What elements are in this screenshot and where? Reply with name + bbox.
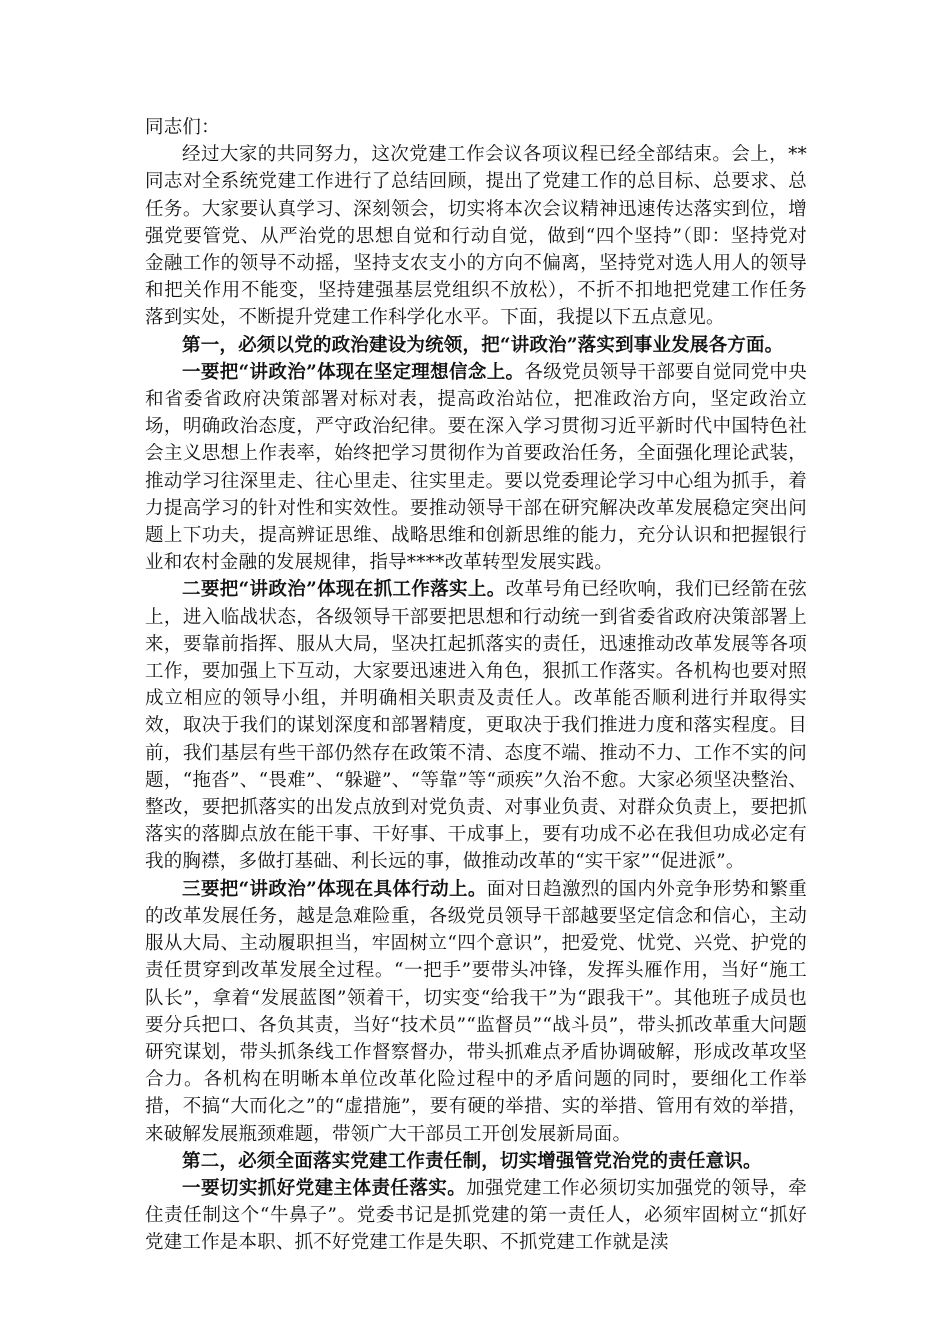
salutation: 同志们： bbox=[145, 117, 220, 138]
paragraph-3 bbox=[145, 876, 807, 1148]
paragraph-1 bbox=[145, 359, 807, 577]
section-heading-1: 第一，必须以党的政治建设为统领，把“讲政治”落实到事业发展各方面。 bbox=[182, 334, 784, 356]
section-heading-2: 第二，必须全面落实党建工作责任制，切实增强管党治党的责任意识。 bbox=[182, 1150, 762, 1172]
paragraph-3-body: 面对日趋激烈的国内外竞争形势和繁重的改革发展任务，越是急难险重，各级党员领导干部越要坚定信念和信心，主动服从大局、主动履职担当，牢固树立“四个意识”，把爱党、忧党、兴党、护党的责任贯穿到改革发展全过程。“一把手”要带头冲锋，发挥头雁作用，当好“施工队长”，拿着“发展蓝图”领着干，切实变“给我干”为“跟我干”。其他班子成员也要分兵把口、各负其责，当好“技术员”“监督员”“战斗员”，带头抓改革重大问题研究谋划，带头抓条线工作督察督办，带头抓难点矛盾协调破解，形成改革攻坚合力。各机构在明晰本单位改革化险过程中的矛盾问题的同时，要细化工作举措，不搞“大而化之”的“虚措施”，要有硬的举措、实的举措、管用有效的举措，来破解发展瓶颈难题，带领广大干部员工开创发展新局面。 bbox=[145, 878, 807, 1145]
paragraph-4-lead: 一要切实抓好党建主体责任落实。 bbox=[182, 1177, 467, 1199]
paragraph-1-lead: 一要把“讲政治”体现在坚定理想信念上。 bbox=[182, 361, 525, 383]
paragraph-2-body: 改革号角已经吹响，我们已经箭在弦上，进入临战状态，各级领导干部要把思想和行动统一到省委省政府决策部署上来，要靠前指挥、服从大局，坚决扛起抓落实的责任，迅速推动改革发展等各项工作，要加强上下互动，大家要迅速进入角色，狠抓工作落实。各机构也要对照成立相应的领导小组，并明确相关职责及责任人。改革能否顺利进行并取得实效，取决于我们的谋划深度和部署精度，更取决于我们推进力度和落实程度。目前，我们基层有些干部仍然存在政策不清、态度不端、推动不力、工作不实的问题，“拖沓”、“畏难”、“躲避”、“等靠”等“顽疾”久治不愈。大家必须坚决整治、整改，要把抓落实的出发点放到对党负责、对事业负责、对群众负责上，要把抓落实的落脚点放在能干事、干好事、干成事上，要有功成不必在我但功成必定有我的胸襟，多做打基础、利长远的事，做推动改革的“实干家”“促进派”。 bbox=[145, 579, 807, 873]
paragraph-4 bbox=[145, 1175, 807, 1257]
paragraph-2 bbox=[145, 576, 807, 875]
intro-paragraph: 经过大家的共同努力，这次党建工作会议各项议程已经全部结束。会上，**同志对全系统党建工作进行了总结回顾，提出了党建工作的总目标、总要求、总任务。大家要认真学习、深刻领会，切实将本次会议精神迅速传达落实到位，增强党要管党、从严治党的思想自觉和行动自觉，做到“四个坚持”（即：坚持党对金融工作的领导不动摇，坚持支农支小的方向不偏离，坚持党对选人用人的领导和把关作用不能变，坚持建强基层党组织不放松），不折不扣地把党建工作任务落到实处，不断提升党建工作科学化水平。下面，我提以下五点意见。 bbox=[145, 144, 807, 329]
paragraph-3-lead: 三要把“讲政治”体现在具体行动上。 bbox=[182, 878, 487, 900]
paragraph-4-body: 加强党建工作必须切实加强党的领导，牵住责任制这个“牛鼻子”。党委书记是抓党建的第一责任人，必须牢固树立“抓好党建工作是本职、抓不好党建工作是失职、不抓党建工作就是渎 bbox=[145, 1177, 807, 1254]
paragraph-2-lead: 二要把“讲政治”体现在抓工作落实上。 bbox=[182, 579, 506, 601]
paragraph-1-body: 各级党员领导干部要自觉同党中央和省委省政府决策部署对标对表，提高政治站位，把准政治方向，坚定政治立场，明确政治态度，严守政治纪律。要在深入学习贯彻习近平新时代中国特色社会主义思想上作表率，始终把学习贯彻作为首要政治任务，全面强化理论武装，推动学习往深里走、往心里走、往实里走。要以党委理论学习中心组为抓手，着力提高学习的针对性和实效性。要推动领导干部在研究解决改革发展稳定突出问题上下功夫，提高辨证思维、战略思维和创新思维的能力，充分认识和把握银行业和农村金融的发展规律，指导****改革转型发展实践。 bbox=[145, 361, 807, 574]
document-page bbox=[145, 114, 807, 1257]
